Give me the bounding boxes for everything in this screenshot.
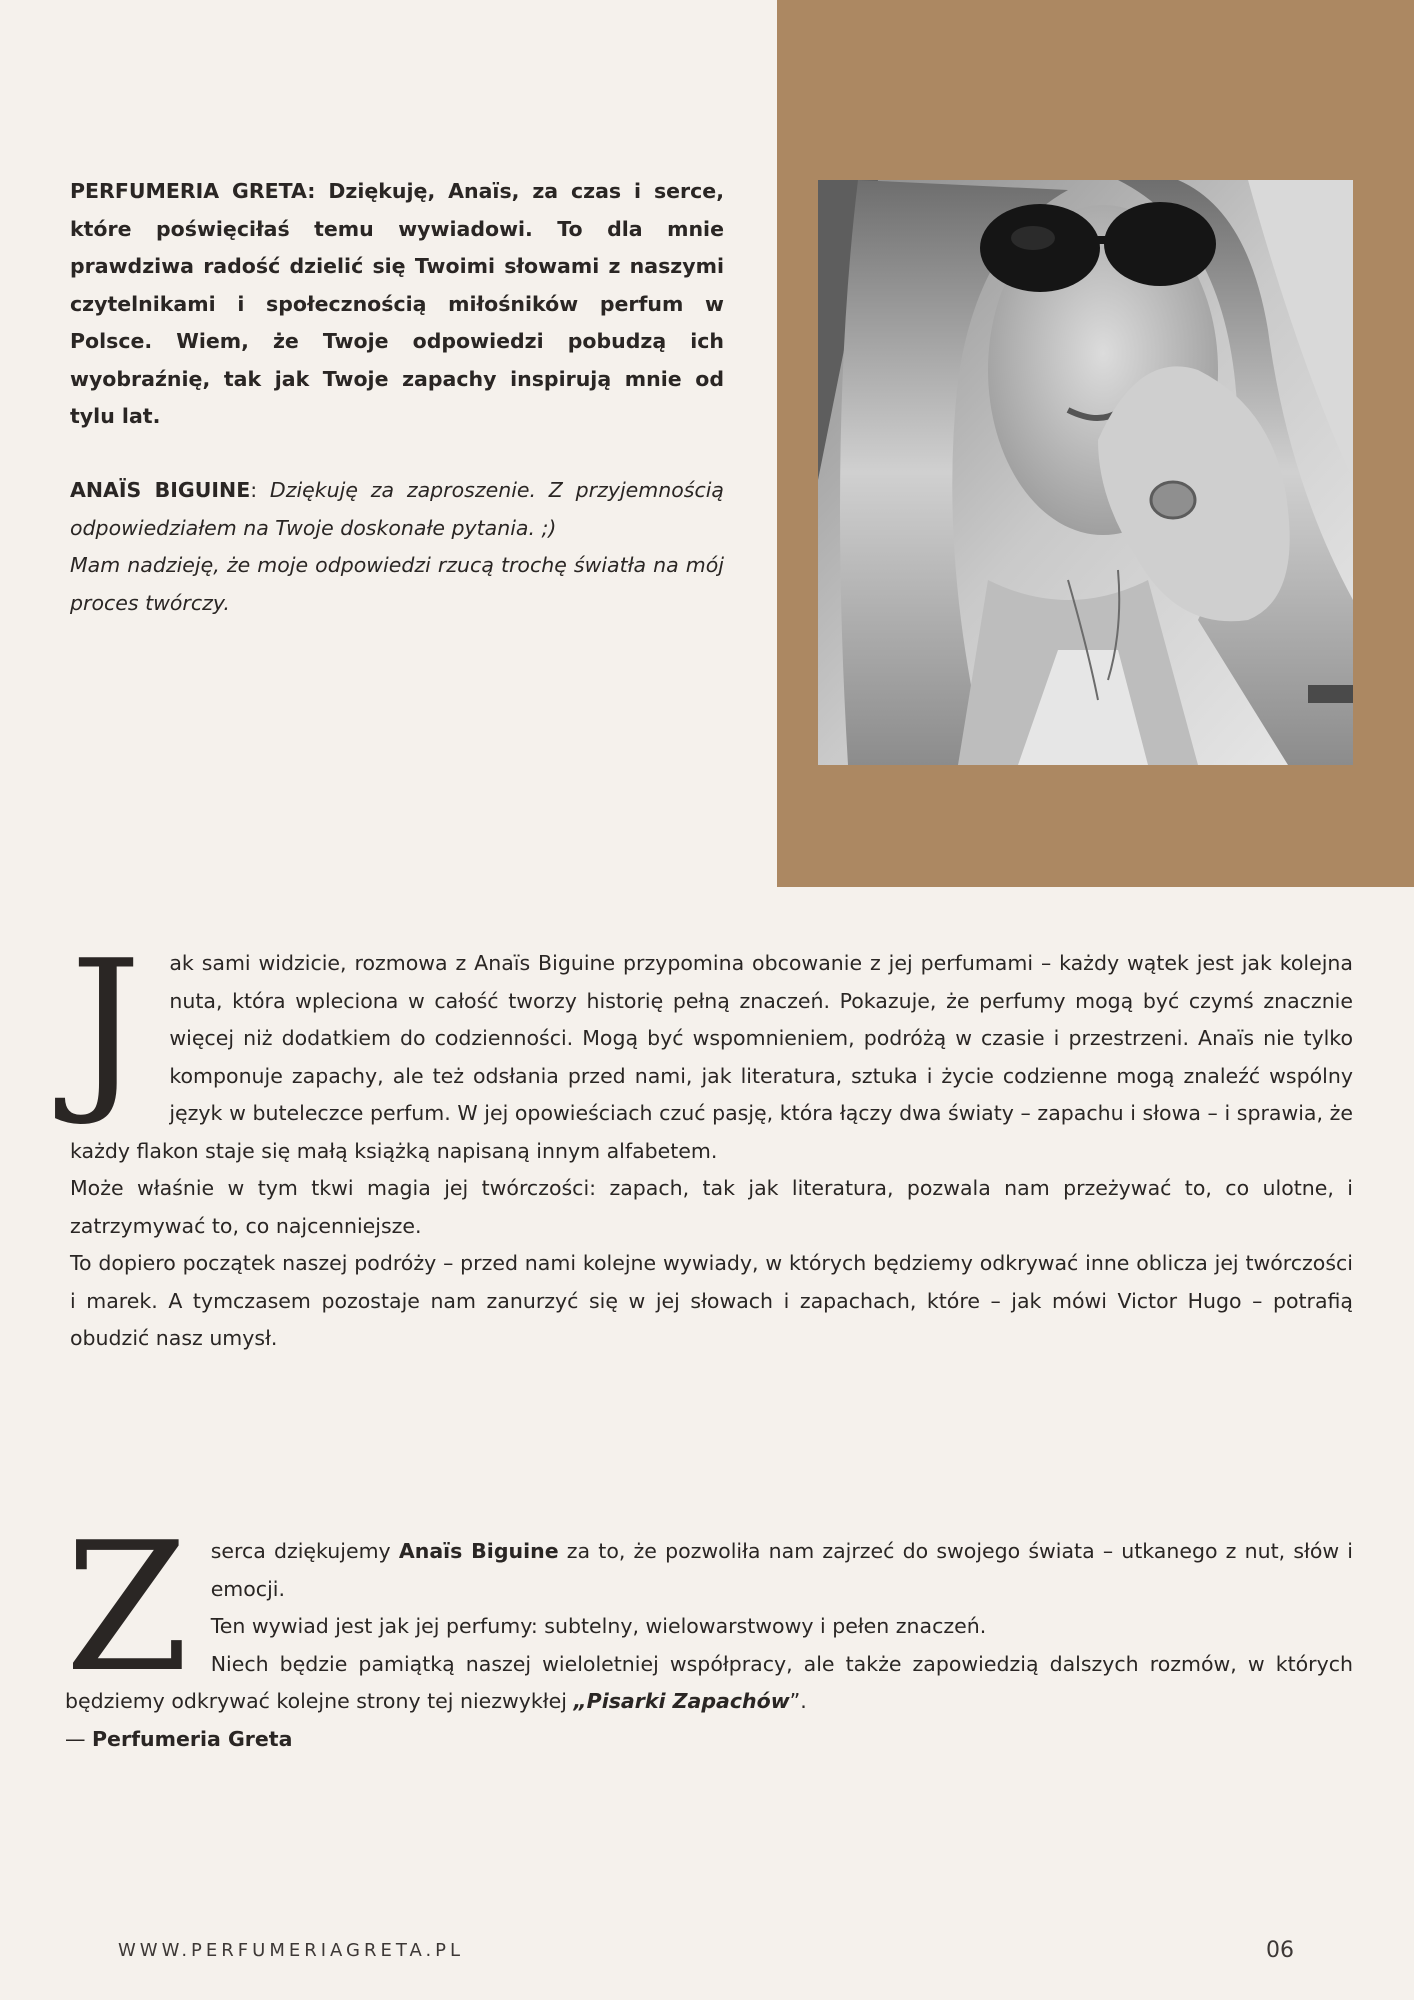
page-number: 06	[1266, 1938, 1294, 1963]
dropcap-letter: Z	[65, 1504, 189, 1711]
thanks-text: Niech będzie pamiątką naszej wieloletniej współpracy, ale także zapowiedzią dalszych rozmów, w których będziemy odkrywać kolejne strony tej niezwykłej	[65, 1651, 1353, 1713]
thanks-text: za to, że pozwoliła nam zajrzeć do swojego świata – utkanego z nut, słów i emocji.	[210, 1539, 1353, 1601]
anais-speaker-colon: :	[250, 478, 258, 502]
dropcap-letter: J	[70, 922, 142, 1129]
summary-paragraph-3: To dopiero początek naszej podróży – przed nami kolejne wywiady, w których będziemy odkrywać inne oblicza jej twórczości i marek. A tymczasem pozostaje nam zanurzyć się w jej słowach i zapachach, które – jak mówi Victor Hugo – potrafią obudzić nasz umysł.	[70, 1251, 1353, 1350]
greta-interview-paragraph	[70, 173, 724, 436]
summary-paragraph-1: ak sami widzicie, rozmowa z Anaïs Biguine przypomina obcowanie z jej perfumami – każdy wątek jest jak kolejna nuta, która wpleciona w całość tworzy historię pełną znaczeń. Pokazuje, że perfumy mogą być czymś znacznie więcej niż dodatkiem do codzienności. Mogą być wspomnieniem, podróżą w czasie i przestrzeni. Anaïs nie tylko komponuje zapachy, ale też odsłania przed nami, jak literatura, sztuka i życie codzienne mogą znaleźć wspólny język w buteleczce perfum. W jej opowieściach czuć pasję, która łączy dwa światy – zapachu i słowa – i sprawia, że każdy flakon staje się małą książką napisaną innym alfabetem.	[70, 951, 1353, 1163]
greta-speaker-label: PERFUMERIA GRETA:	[70, 179, 316, 203]
anais-reply-2: Mam nadzieję, że moje odpowiedzi rzucą trochę światła na mój proces twórczy.	[70, 553, 724, 615]
signature-dash: —	[65, 1726, 93, 1751]
anais-speaker-label: ANAÏS BIGUINE	[70, 478, 251, 502]
thanks-title: „Pisarki Zapachów	[573, 1689, 790, 1713]
thanks-line-1	[65, 1533, 1353, 1608]
signature-name: Perfumeria Greta	[92, 1726, 293, 1751]
portrait-photo	[818, 180, 1353, 765]
thanks-text: serca dziękujemy	[210, 1539, 399, 1563]
thanks-line-2: Ten wywiad jest jak jej perfumy: subtelny, wielowarstwowy i pełen znaczeń.	[210, 1614, 987, 1638]
summary-section	[70, 922, 1353, 1358]
thanks-line-3	[65, 1646, 1353, 1721]
greta-message: Dziękuję, Anaïs, za czas i serce, które poświęciłaś temu wywiadowi. To dla mnie prawdziwa radość dzielić się Twoimi słowami z naszymi czytelnikami i społecznością miłośników perfum w Polsce. Wiem, że Twoje odpowiedzi pobudzą ich wyobraźnię, tak jak Twoje zapachy inspirują mnie od tylu lat.	[70, 179, 724, 428]
thanks-text: ”.	[789, 1689, 807, 1713]
summary-paragraph-2: Może właśnie w tym tkwi magia jej twórczości: zapach, tak jak literatura, pozwala nam przeżywać to, co ulotne, i zatrzymywać to, co najcenniejsze.	[70, 1176, 1353, 1238]
footer-website-link[interactable]: WWW.PERFUMERIAGRETA.PL	[118, 1940, 465, 1961]
thanks-name: Anaïs Biguine	[398, 1539, 559, 1563]
thanks-section	[65, 1504, 1353, 1758]
anais-reply-1: Dziękuję za zaproszenie. Z przyjemnością odpowiedziałem na Twoje doskonałe pytania. ;)	[70, 478, 724, 540]
anais-interview-paragraph	[70, 472, 724, 622]
signature	[65, 1721, 1353, 1759]
